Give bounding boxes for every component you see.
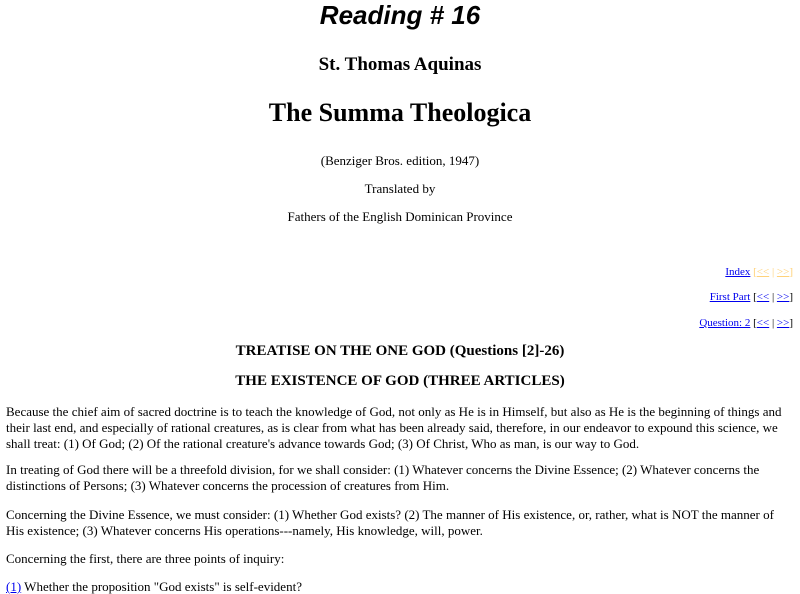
- article-1-link[interactable]: (1): [6, 579, 22, 594]
- article-1-item: [6, 579, 794, 594]
- question-open-bracket: [: [753, 317, 757, 329]
- author-name: St. Thomas Aquinas: [318, 54, 482, 75]
- paragraph-points-of-inquiry: Concerning the first, there are three points of inquiry:: [6, 551, 285, 566]
- part-nav-separator: |: [771, 291, 775, 303]
- reading-title: Reading # 16: [319, 0, 481, 30]
- index-nav-separator: |: [771, 266, 775, 278]
- index-open-bracket: [: [753, 266, 757, 278]
- question-next-link[interactable]: >>: [776, 317, 790, 329]
- edition-note: (Benziger Bros. edition, 1947): [320, 153, 480, 168]
- index-close-bracket: ]: [789, 266, 793, 278]
- translators-name: Fathers of the English Dominican Province: [287, 209, 513, 224]
- question-prev-link[interactable]: <<: [756, 317, 770, 329]
- nav-question-line: [699, 316, 793, 330]
- part-close-bracket: ]: [789, 291, 793, 303]
- part-open-bracket: [: [753, 291, 757, 303]
- nav-part-line: [710, 290, 793, 304]
- index-prev-link[interactable]: <<: [756, 266, 770, 278]
- question-close-bracket: ]: [789, 317, 793, 329]
- work-title: The Summa Theologica: [268, 98, 532, 127]
- question-link[interactable]: Question: 2: [699, 317, 751, 329]
- part-next-link[interactable]: >>: [776, 291, 790, 303]
- paragraph-intro: Because the chief aim of sacred doctrine is to teach the knowledge of God, not only as He is in Himself, but also as He is the beginning of things and their last end, and especially of rational creatures, as is clear from what has been already said, therefore, in our endeavor to expound this science, we shall treat: (1) Of God; (2) Of the rational creature's advance towards God; (3) Of Christ, Who as man, is our way to God.: [6, 404, 782, 451]
- paragraph-division: In treating of God there will be a threefold division, for we shall consider: (1) Whatever concerns the Divine Essence; (2) Whatever concerns the distinctions of Persons; (3) Whatever concerns the procession of creatures from Him.: [6, 462, 760, 493]
- index-next-link[interactable]: >>: [776, 266, 790, 278]
- article-1-text: Whether the proposition "God exists" is self-evident?: [21, 579, 302, 594]
- first-part-link[interactable]: First Part: [709, 291, 751, 303]
- translated-by-label: Translated by: [364, 181, 436, 196]
- index-link[interactable]: Index: [725, 266, 751, 278]
- existence-heading: THE EXISTENCE OF GOD (THREE ARTICLES): [235, 373, 565, 389]
- nav-index-line: [725, 265, 793, 279]
- part-prev-link[interactable]: <<: [756, 291, 770, 303]
- paragraph-divine-essence: Concerning the Divine Essence, we must consider: (1) Whether God exists? (2) The manner of His existence, or, rather, what is NOT the manner of His existence; (3) Whatever concerns His operations---namely, His knowledge, will, power.: [6, 507, 774, 538]
- treatise-heading: TREATISE ON THE ONE GOD (Questions [2]-26): [235, 343, 565, 359]
- question-nav-separator: |: [771, 317, 775, 329]
